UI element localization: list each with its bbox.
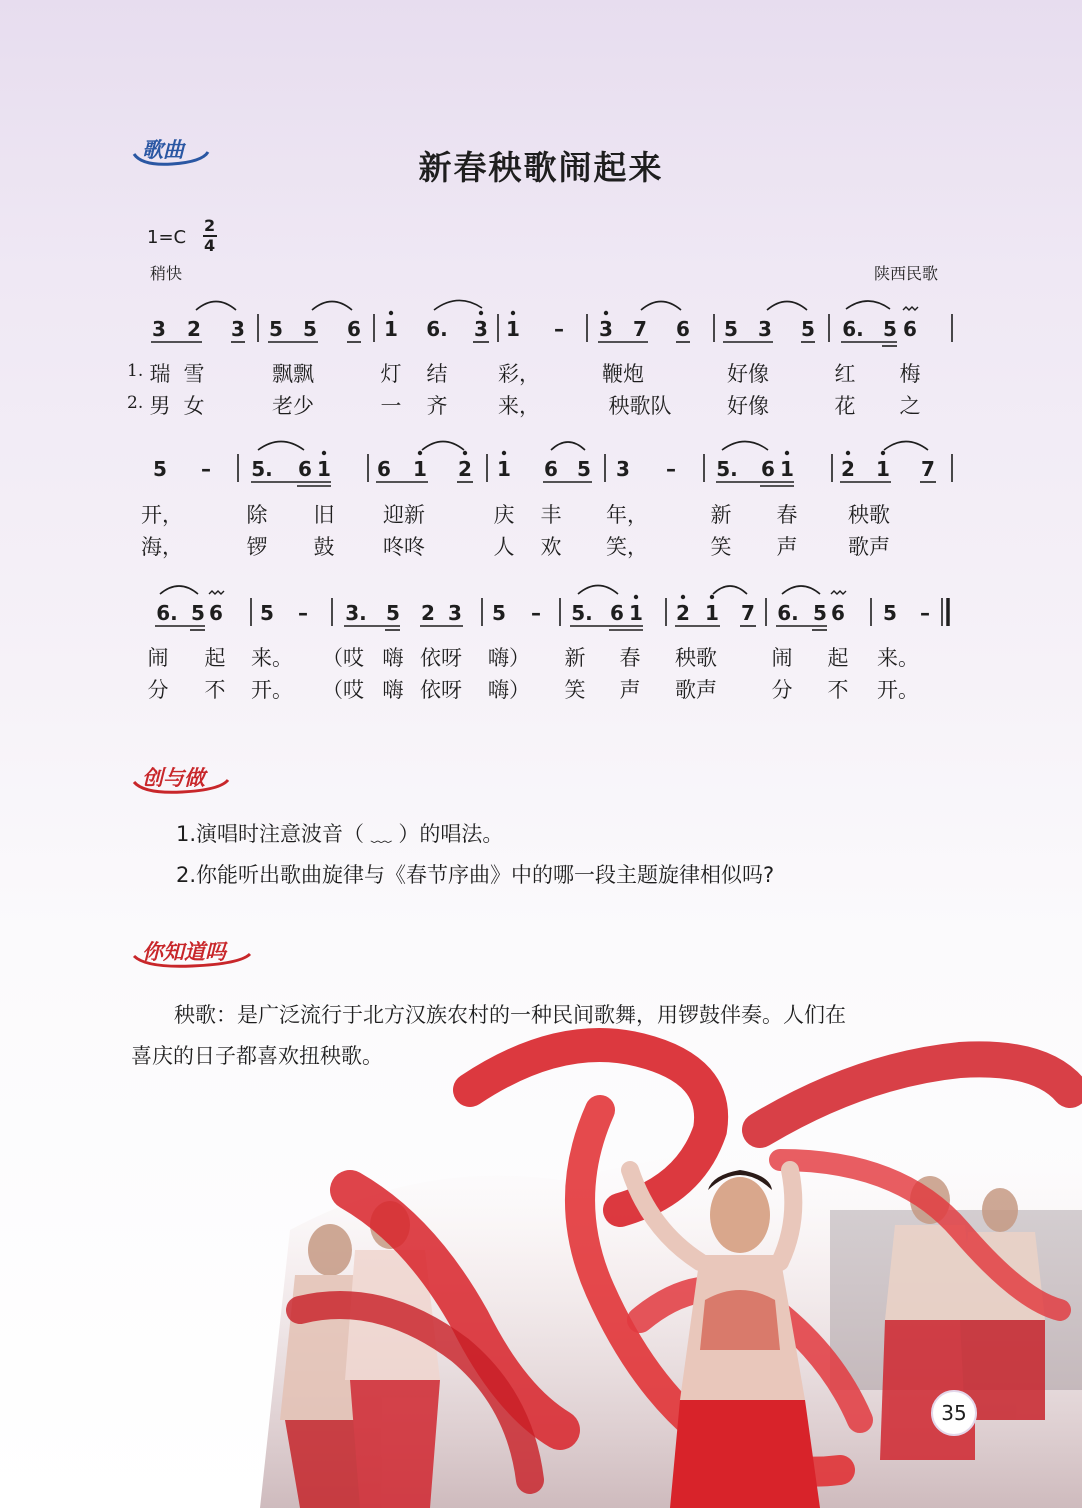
song-title: 新春秧歌闹起来 bbox=[418, 148, 664, 187]
lyric: 嗨） bbox=[488, 678, 530, 702]
octave-dot bbox=[322, 451, 326, 455]
note: 6 bbox=[761, 457, 775, 481]
lyric: 老少 bbox=[272, 394, 314, 418]
lyric: （哎 bbox=[322, 646, 364, 670]
rest-dash: – bbox=[554, 317, 564, 341]
note: 3 bbox=[616, 457, 630, 481]
note: 1 bbox=[384, 317, 398, 341]
lyric: 不 bbox=[827, 678, 849, 702]
octave-dot bbox=[681, 595, 685, 599]
note: 6 bbox=[903, 317, 917, 341]
lyric: 雪 bbox=[183, 362, 205, 386]
slur bbox=[578, 586, 618, 595]
lyric: 依呀 bbox=[420, 678, 462, 702]
lyric: 一 bbox=[380, 394, 402, 418]
lyric: 好像 bbox=[727, 394, 769, 418]
page-number: 35 bbox=[931, 1390, 977, 1436]
score-row-1 bbox=[151, 300, 952, 346]
note: 1 bbox=[629, 601, 643, 625]
lyric: 迎新 bbox=[383, 503, 425, 527]
lyric: 红 bbox=[834, 362, 856, 386]
lyric: 欢 bbox=[540, 535, 562, 559]
note: 6 bbox=[298, 457, 312, 481]
activity-item: 1.演唱时注意波音（ ﹏ ）的唱法。 bbox=[176, 822, 504, 846]
slur bbox=[722, 442, 768, 451]
slur bbox=[782, 586, 820, 594]
lyric: 庆 bbox=[493, 503, 515, 527]
lyric: 歌声 bbox=[675, 678, 717, 702]
note: 5 bbox=[260, 601, 274, 625]
note: 6 bbox=[831, 601, 845, 625]
note: 3 bbox=[152, 317, 166, 341]
note: 3 bbox=[231, 317, 245, 341]
note: 3 bbox=[599, 317, 613, 341]
lyric: 笑， bbox=[606, 535, 648, 559]
note: 2 bbox=[676, 601, 690, 625]
info-text-line-2: 喜庆的日子都喜欢扭秧歌。 bbox=[131, 1044, 383, 1068]
info-section-badge bbox=[132, 934, 254, 968]
note: 1 bbox=[705, 601, 719, 625]
note: 2 bbox=[458, 457, 472, 481]
lyric: 歌声 bbox=[848, 535, 890, 559]
octave-dot bbox=[604, 311, 608, 315]
song-section-label: 歌曲 bbox=[142, 137, 184, 162]
verse-number: 1. bbox=[127, 361, 144, 381]
octave-dot bbox=[389, 311, 393, 315]
rest-dash: – bbox=[531, 601, 541, 625]
note: 7 bbox=[633, 317, 647, 341]
note: 5. bbox=[571, 601, 593, 625]
lyric: 女 bbox=[183, 394, 205, 418]
note: 1 bbox=[506, 317, 520, 341]
note: 5 bbox=[801, 317, 815, 341]
note: 6 bbox=[544, 457, 558, 481]
lyric: 开， bbox=[141, 503, 183, 527]
note: 5 bbox=[813, 601, 827, 625]
note: 6. bbox=[156, 601, 178, 625]
note: 6. bbox=[426, 317, 448, 341]
note: 1 bbox=[317, 457, 331, 481]
lyric: 笑 bbox=[564, 678, 586, 702]
lyric: 笑 bbox=[710, 535, 732, 559]
lyric: 嗨） bbox=[488, 646, 530, 670]
lyric: 来， bbox=[498, 394, 540, 418]
note: 1 bbox=[876, 457, 890, 481]
note: 5 bbox=[269, 317, 283, 341]
create-section-label: 创与做 bbox=[142, 765, 205, 790]
lyric: 闹 bbox=[147, 646, 169, 670]
note: 6 bbox=[377, 457, 391, 481]
note: 2 bbox=[841, 457, 855, 481]
lyric: 人 bbox=[493, 535, 515, 559]
info-section-label: 你知道吗 bbox=[142, 939, 226, 964]
lyric: 春 bbox=[776, 503, 798, 527]
note: 6 bbox=[610, 601, 624, 625]
note: 7 bbox=[921, 457, 935, 481]
note: 5 bbox=[303, 317, 317, 341]
score-row-3 bbox=[155, 586, 948, 631]
note: 3 bbox=[474, 317, 488, 341]
lyric: 不 bbox=[204, 678, 226, 702]
time-signature-top: 2 bbox=[204, 216, 216, 235]
note: 6 bbox=[347, 317, 361, 341]
note: 6. bbox=[777, 601, 799, 625]
mordent-icon bbox=[209, 591, 224, 594]
note: 7 bbox=[741, 601, 755, 625]
slur bbox=[196, 302, 236, 311]
octave-dot bbox=[511, 311, 515, 315]
lyric: 飘飘 bbox=[272, 362, 314, 386]
lyric: 依呀 bbox=[420, 646, 462, 670]
lyric: 鼓 bbox=[313, 535, 335, 559]
lyric: 开。 bbox=[251, 678, 293, 702]
lyric: 海， bbox=[141, 535, 183, 559]
lyric: 灯 bbox=[380, 362, 402, 386]
lyric: 咚咚 bbox=[383, 535, 425, 559]
lyric: 年， bbox=[606, 503, 648, 527]
lyric: 锣 bbox=[246, 535, 268, 559]
mordent-icon bbox=[831, 591, 846, 594]
octave-dot bbox=[710, 595, 714, 599]
lyric: 花 bbox=[834, 394, 856, 418]
note: 5 bbox=[492, 601, 506, 625]
lyric: 男 bbox=[149, 394, 171, 418]
rest-dash: – bbox=[666, 457, 676, 481]
lyric: 开。 bbox=[877, 678, 919, 702]
lyric: 齐 bbox=[426, 394, 448, 418]
lyric: 梅 bbox=[899, 362, 921, 386]
lyric: 闹 bbox=[771, 646, 793, 670]
octave-dot bbox=[502, 451, 506, 455]
song-origin: 陕西民歌 bbox=[874, 264, 939, 283]
lyric: 除 bbox=[246, 503, 268, 527]
lyric: 嗨 bbox=[382, 678, 404, 702]
note: 3. bbox=[345, 601, 367, 625]
time-signature-bottom: 4 bbox=[204, 236, 216, 255]
octave-dot bbox=[634, 595, 638, 599]
info-text-line-1: 秧歌：是广泛流行于北方汉族农村的一种民间歌舞，用锣鼓伴奏。人们在 bbox=[174, 1003, 846, 1027]
slur bbox=[767, 302, 807, 311]
slur bbox=[551, 442, 585, 450]
note: 2 bbox=[421, 601, 435, 625]
note: 6. bbox=[842, 317, 864, 341]
note: 5 bbox=[191, 601, 205, 625]
lyric: 之 bbox=[899, 394, 921, 418]
rest-dash: – bbox=[201, 457, 211, 481]
slur bbox=[422, 442, 464, 451]
octave-dot bbox=[418, 451, 422, 455]
lyric: 彩， bbox=[498, 362, 540, 386]
note: 2 bbox=[187, 317, 201, 341]
lyric: 瑞 bbox=[149, 362, 171, 386]
slur bbox=[884, 442, 928, 451]
note: 3 bbox=[448, 601, 462, 625]
note: 5. bbox=[716, 457, 738, 481]
note: 3 bbox=[758, 317, 772, 341]
octave-dot bbox=[463, 451, 467, 455]
lyric: 春 bbox=[619, 646, 641, 670]
lyric: 丰 bbox=[540, 503, 562, 527]
octave-dot bbox=[846, 451, 850, 455]
octave-dot bbox=[785, 451, 789, 455]
note: 5 bbox=[577, 457, 591, 481]
octave-dot bbox=[479, 311, 483, 315]
lyric: 旧 bbox=[313, 503, 335, 527]
lyric: 秧歌 bbox=[848, 503, 890, 527]
lyric: 秧歌 bbox=[675, 646, 717, 670]
lyric: 新 bbox=[564, 646, 586, 670]
note: 5 bbox=[724, 317, 738, 341]
key-signature: 1=C bbox=[147, 227, 187, 248]
lyric: 来。 bbox=[877, 646, 919, 670]
lyric: （哎 bbox=[322, 678, 364, 702]
slur bbox=[312, 302, 352, 311]
note: 5 bbox=[883, 317, 897, 341]
rest-dash: – bbox=[298, 601, 308, 625]
note: 6 bbox=[676, 317, 690, 341]
note: 5 bbox=[883, 601, 897, 625]
mordent-icon bbox=[903, 307, 918, 310]
slur bbox=[641, 302, 681, 311]
slur bbox=[160, 586, 198, 594]
score-row-2 bbox=[153, 442, 952, 487]
lyric: 鞭炮 bbox=[602, 362, 644, 386]
slur bbox=[434, 300, 482, 310]
verse-number: 2. bbox=[127, 393, 144, 413]
lyric: 新 bbox=[710, 503, 732, 527]
lyric: 起 bbox=[204, 646, 226, 670]
slur bbox=[713, 586, 747, 594]
rest-dash: – bbox=[920, 601, 930, 625]
lyric: 嗨 bbox=[382, 646, 404, 670]
slur bbox=[846, 301, 890, 309]
note: 5. bbox=[251, 457, 273, 481]
slur bbox=[258, 442, 304, 451]
lyric: 声 bbox=[619, 678, 641, 702]
lyric: 分 bbox=[147, 678, 169, 702]
note: 1 bbox=[413, 457, 427, 481]
lyric: 来。 bbox=[251, 646, 293, 670]
lyric: 分 bbox=[771, 678, 793, 702]
lyric: 声 bbox=[776, 535, 798, 559]
octave-dot bbox=[881, 451, 885, 455]
note: 5 bbox=[386, 601, 400, 625]
note: 5 bbox=[153, 457, 167, 481]
lyric: 秧歌队 bbox=[608, 394, 672, 418]
create-section-badge bbox=[132, 760, 232, 794]
note: 6 bbox=[209, 601, 223, 625]
tempo-marking: 稍快 bbox=[150, 264, 183, 283]
note: 1 bbox=[780, 457, 794, 481]
note: 1 bbox=[497, 457, 511, 481]
lyric: 好像 bbox=[727, 362, 769, 386]
lyric: 结 bbox=[426, 362, 448, 386]
activity-item: 2.你能听出歌曲旋律与《春节序曲》中的哪一段主题旋律相似吗? bbox=[176, 863, 775, 887]
lyric: 起 bbox=[827, 646, 849, 670]
